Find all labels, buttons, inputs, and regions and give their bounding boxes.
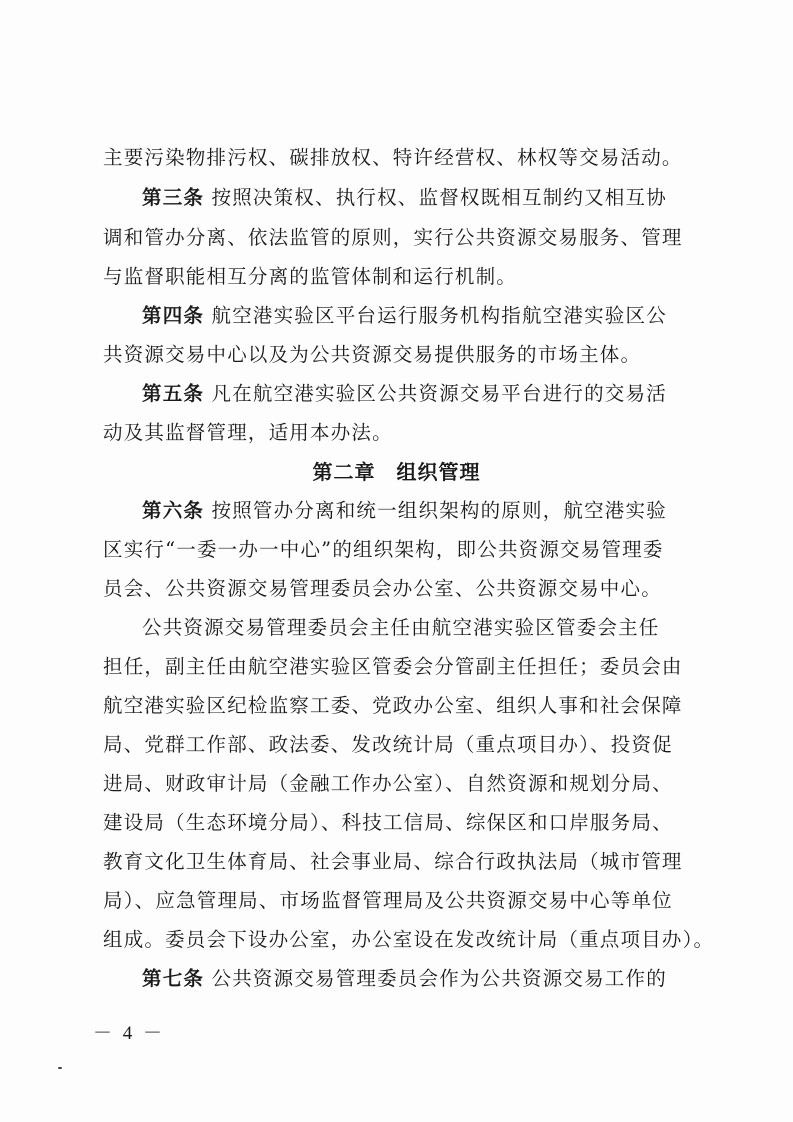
paragraph-line: 区实行“一委一办一中心”的组织架构，即公共资源交易管理委 — [103, 538, 664, 561]
scan-speck — [58, 1067, 62, 1069]
paragraph-line: 公共资源交易管理委员会主任由航空港实验区管委会主任 — [142, 616, 660, 639]
paragraph-line: 共资源交易中心以及为公共资源交易提供服务的市场主体。 — [103, 343, 642, 366]
paragraph-line: 航空港实验区纪检监察工委、党政办公室、组织人事和社会保障 — [103, 694, 683, 717]
article-3-line: 第三条 按照决策权、执行权、监督权既相互制约又相互协 — [142, 186, 667, 209]
page-number: － 4 － — [93, 1023, 166, 1044]
paragraph-line: 与监督职能相互分离的监管体制和运行机制。 — [103, 265, 518, 288]
paragraph-line: 动及其监督管理，适用本办法。 — [103, 421, 393, 444]
paragraph-line: 担任，副主任由航空港实验区管委会分管副主任担任；委员会由 — [103, 655, 683, 678]
article-label: 第四条 — [142, 304, 205, 327]
paragraph-line: 组成。委员会下设办公室，办公室设在发改统计局（重点项目办）。 — [103, 928, 715, 951]
paragraph-line: 调和管办分离、依法监管的原则，实行公共资源交易服务、管理 — [103, 226, 683, 249]
article-7-line: 第七条 公共资源交易管理委员会作为公共资源交易工作的 — [142, 967, 667, 990]
paragraph-line: 局、党群工作部、政法委、发改统计局（重点项目办）、投资促 — [103, 733, 673, 756]
article-4-line: 第四条 航空港实验区平台运行服务机构指航空港实验区公 — [142, 304, 667, 327]
article-6-line: 第六条 按照管办分离和统一组织架构的原则，航空港实验 — [142, 499, 667, 522]
article-5-line: 第五条 凡在航空港实验区公共资源交易平台进行的交易活 — [142, 382, 667, 405]
paragraph-line: 建设局（生态环境分局）、科技工信局、综保区和口岸服务局、 — [103, 811, 673, 834]
article-label: 第五条 — [142, 382, 205, 405]
chapter-heading: 第二章 组织管理 — [312, 460, 481, 484]
paragraph-line: 员会、公共资源交易管理委员会办公室、公共资源交易中心。 — [103, 577, 662, 600]
article-label: 第六条 — [142, 499, 205, 522]
article-label: 第七条 — [142, 967, 205, 990]
paragraph-line: 教育文化卫生体育局、社会事业局、综合行政执法局（城市管理 — [103, 850, 683, 873]
paragraph-line: 主要污染物排污权、碳排放权、特许经营权、林权等交易活动。 — [103, 146, 683, 169]
paragraph-line: 局）、应急管理局、市场监督管理局及公共资源交易中心等单位 — [103, 889, 673, 912]
article-label: 第三条 — [142, 186, 205, 209]
paragraph-line: 进局、财政审计局（金融工作办公室）、自然资源和规划分局、 — [103, 772, 673, 795]
